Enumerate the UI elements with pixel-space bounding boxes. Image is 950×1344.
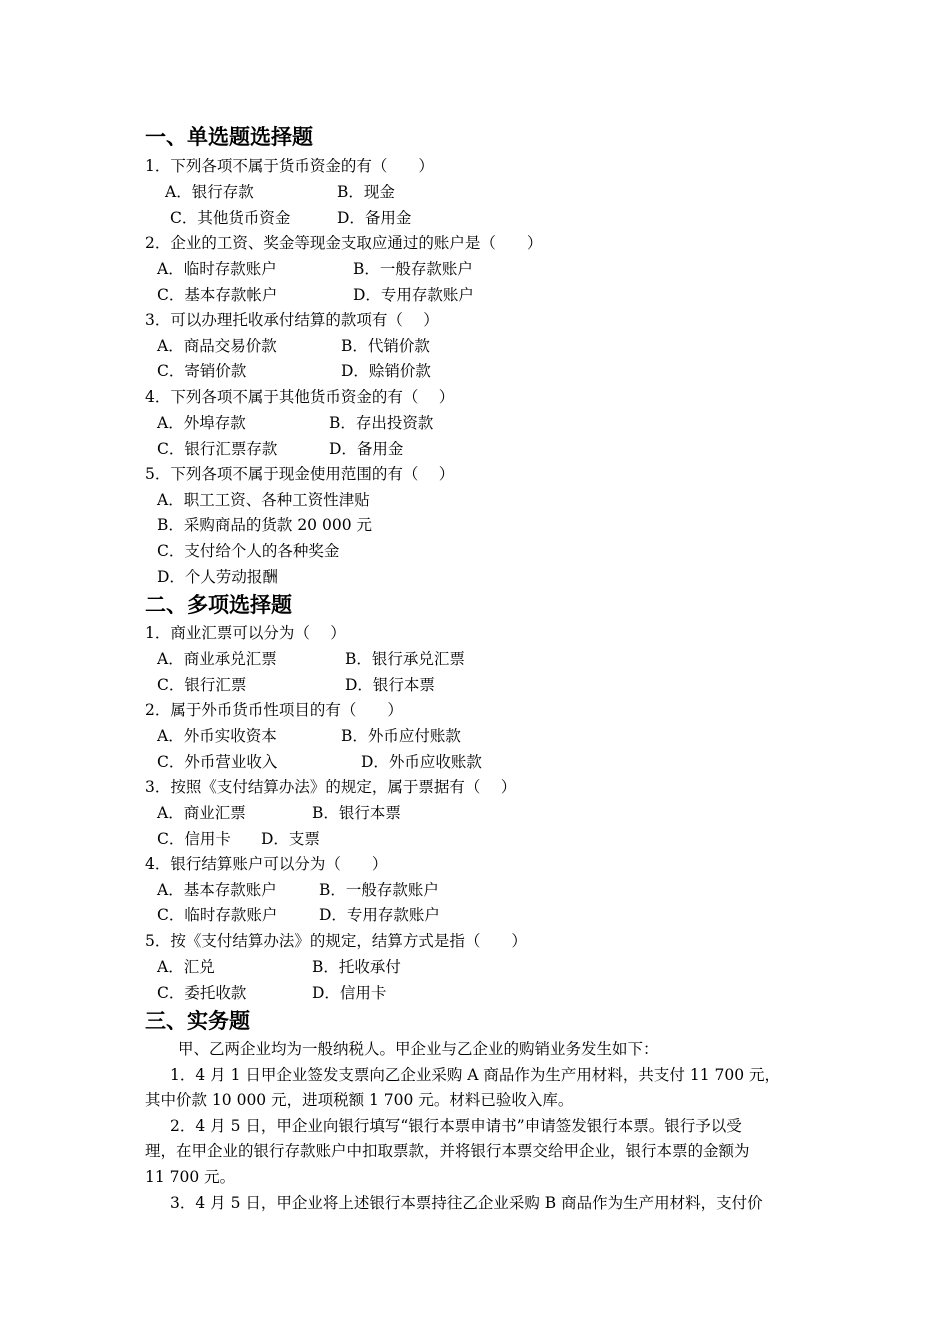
option-c: C．银行汇票存款 <box>157 440 278 458</box>
option-a: A．外埠存款 <box>157 414 246 432</box>
option-a: A．商品交易价款 <box>157 337 277 355</box>
question-stem: 5．按《支付结算办法》的规定，结算方式是指（ ） <box>145 932 527 950</box>
option-d: D．信用卡 <box>312 984 387 1002</box>
option-c: C．外币营业收入 <box>157 753 278 771</box>
option-d: D．备用金 <box>337 209 412 227</box>
option-b: B．一般存款账户 <box>353 260 473 278</box>
option-d: D．支票 <box>261 830 320 848</box>
option-a: A．基本存款账户 <box>157 881 277 899</box>
option-b: B．采购商品的货款 20 000 元 <box>157 516 372 534</box>
option-c: C．寄销价款 <box>157 362 247 380</box>
paragraph-line: 理，在甲企业的银行存款账户中扣取票款，并将银行本票交给甲企业，银行本票的金额为 <box>145 1142 750 1160</box>
paragraph-line: 1．4 月 1 日甲企业签发支票向乙企业采购 A 商品作为生产用材料，共支付 11 700 元， <box>170 1066 781 1084</box>
option-a: A．商业汇票 <box>157 804 246 822</box>
option-a: A．银行存款 <box>165 183 254 201</box>
option-d: D．专用存款账户 <box>319 906 440 924</box>
question-stem: 2．属于外币货币性项目的有（ ） <box>145 701 403 719</box>
option-b: B．银行承兑汇票 <box>345 650 465 668</box>
option-d: D．外币应收账款 <box>361 753 482 771</box>
option-c: C．信用卡 <box>157 830 231 848</box>
option-d: D．赊销价款 <box>341 362 431 380</box>
option-d: D．专用存款账户 <box>353 286 474 304</box>
paragraph-line: 11 700 元。 <box>145 1168 236 1186</box>
question-stem: 4．银行结算账户可以分为（ ） <box>145 855 388 873</box>
option-d: D．备用金 <box>329 440 404 458</box>
option-b: B．托收承付 <box>312 958 401 976</box>
question-stem: 4．下列各项不属于其他货币资金的有（ ） <box>145 388 455 406</box>
option-c: C．其他货币资金 <box>170 209 291 227</box>
option-a: A．职工工资、各种工资性津贴 <box>157 491 370 509</box>
option-b: B．一般存款账户 <box>319 881 439 899</box>
section-heading-single-choice: 一、单选题选择题 <box>145 125 313 149</box>
paragraph-line: 2．4 月 5 日，甲企业向银行填写“银行本票申请书”申请签发银行本票。银行予以受 <box>170 1117 742 1135</box>
question-stem: 3．按照《支付结算办法》的规定，属于票据有（ ） <box>145 778 517 796</box>
option-b: B．代销价款 <box>341 337 430 355</box>
question-stem: 2．企业的工资、奖金等现金支取应通过的账户是（ ） <box>145 234 543 252</box>
paragraph-line: 3．4 月 5 日，甲企业将上述银行本票持往乙企业采购 B 商品作为生产用材料，支付价 <box>170 1194 763 1212</box>
option-d: D．个人劳动报酬 <box>157 568 278 586</box>
option-a: A．临时存款账户 <box>157 260 277 278</box>
option-c: C．支付给个人的各种奖金 <box>157 542 340 560</box>
option-d: D．银行本票 <box>345 676 435 694</box>
question-stem: 3．可以办理托收承付结算的款项有（ ） <box>145 311 439 329</box>
option-c: C．临时存款账户 <box>157 906 278 924</box>
option-a: A．汇兑 <box>157 958 215 976</box>
option-b: B．现金 <box>337 183 395 201</box>
question-stem: 1．下列各项不属于货币资金的有（ ） <box>145 157 434 175</box>
option-c: C．基本存款帐户 <box>157 286 278 304</box>
section-heading-multiple-choice: 二、多项选择题 <box>145 593 292 617</box>
question-stem: 5．下列各项不属于现金使用范围的有（ ） <box>145 465 455 483</box>
option-a: A．商业承兑汇票 <box>157 650 277 668</box>
option-b: B．外币应付账款 <box>341 727 461 745</box>
option-b: B．存出投资款 <box>329 414 434 432</box>
section-heading-practice: 三、实务题 <box>145 1009 250 1033</box>
option-a: A．外币实收资本 <box>157 727 277 745</box>
option-c: C．委托收款 <box>157 984 247 1002</box>
option-c: C．银行汇票 <box>157 676 247 694</box>
question-stem: 1．商业汇票可以分为（ ） <box>145 624 346 642</box>
paragraph-intro: 甲、乙两企业均为一般纳税人。甲企业与乙企业的购销业务发生如下： <box>178 1040 659 1058</box>
paragraph-line: 其中价款 10 000 元，进项税额 1 700 元。材料已验收入库。 <box>145 1091 574 1109</box>
option-b: B．银行本票 <box>312 804 401 822</box>
